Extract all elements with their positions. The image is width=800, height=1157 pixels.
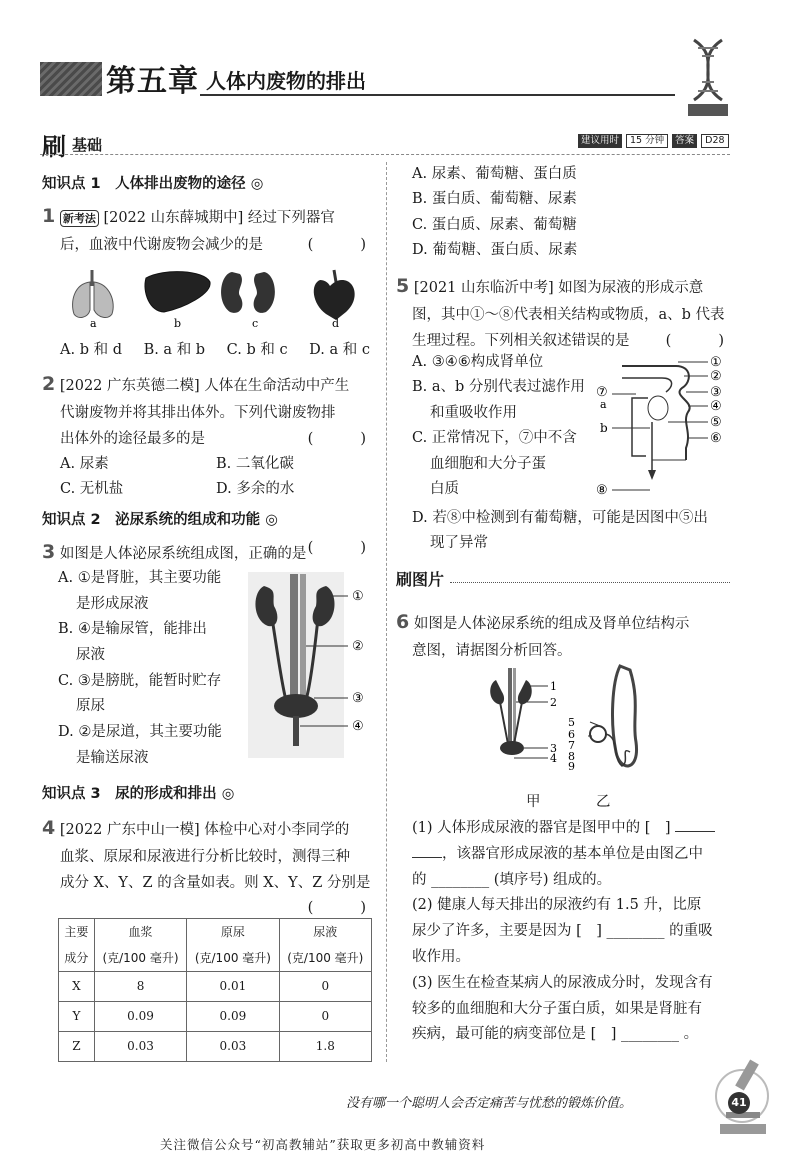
column-divider xyxy=(386,162,387,1062)
image-label: a xyxy=(90,317,97,330)
question-number: 6 xyxy=(396,611,410,633)
question-text: 生理过程。下列相关叙述错误的是 xyxy=(412,332,630,349)
table-header: 血浆 (克/100 毫升) xyxy=(94,919,186,972)
diagram-label: 6 xyxy=(568,728,575,741)
nephron-diagram xyxy=(592,352,732,500)
brush-figure-heading: 刷图片 xyxy=(396,566,730,594)
question-text: 如图是人体泌尿系统组成图，正确的是 xyxy=(59,546,307,562)
question-text: 如图是人体泌尿系统的组成及肾单位结构示 xyxy=(413,616,690,632)
dna-icon xyxy=(680,36,736,120)
image-label: b xyxy=(174,317,182,330)
new-exam-badge: 新考法 xyxy=(60,210,99,227)
footer-note: 关注微信公众号“初高教辅站”获取更多初高中教辅资料 xyxy=(160,1137,486,1152)
answer-label: 答案 xyxy=(672,134,697,148)
table-header-row xyxy=(59,919,372,972)
question-text: 血浆、原尿和尿液进行分析比较时，测得三种 xyxy=(60,849,350,866)
option-b[interactable]: B. 蛋白质、葡萄糖、尿素 xyxy=(412,191,577,208)
diagram-label: ③ xyxy=(710,385,722,400)
question-text: 后，血液中代谢废物会减少的是 xyxy=(60,237,263,254)
question-3 xyxy=(42,536,372,569)
option-d[interactable]: D. a 和 c xyxy=(309,342,370,358)
section-divider xyxy=(40,154,730,155)
question-6 xyxy=(396,606,730,665)
diagram-label: ⑦ xyxy=(596,385,608,400)
diagram-label: 8 xyxy=(568,750,575,763)
q4-options xyxy=(412,162,732,264)
diagram-label: 3 xyxy=(550,742,557,755)
chapter-title: 人体内废物的排出 xyxy=(206,69,366,93)
diagram-label: ⑧ xyxy=(596,483,608,498)
question-text: 出体外的途径最多的是 xyxy=(60,430,205,447)
time-label: 建议用时 xyxy=(578,134,622,148)
question-1 xyxy=(42,200,372,259)
q1-options xyxy=(60,338,370,363)
image-label: d xyxy=(332,317,340,330)
question-text: [2022 广东英德二模] 人体在生命活动中产生 xyxy=(59,378,350,394)
caption-left: 甲 xyxy=(526,794,541,810)
image-label: c xyxy=(252,317,259,330)
diagram-label: ① xyxy=(352,589,364,604)
urinary-system-diagram xyxy=(244,566,374,766)
time-value: 15 分钟 xyxy=(626,134,668,148)
question-text: 图，其中①～⑧代表相关结构或物质，a、b 代表 xyxy=(412,307,725,324)
option-a[interactable]: A. ①是肾脏，其主要功能 是形成尿液 xyxy=(58,570,222,612)
time-suggestion xyxy=(578,134,729,148)
option-d[interactable]: D. 若⑧中检测到有葡萄糖，可能是因图中⑤出 现了异常 xyxy=(412,510,708,552)
table-row: Z 0.03 0.03 1.8 xyxy=(59,1032,372,1062)
urinary-nephron-diagram xyxy=(480,662,670,780)
diagram-label: ③ xyxy=(352,691,364,706)
question-number: 1 xyxy=(42,205,56,227)
page-number: 41 xyxy=(728,1092,750,1114)
option-a[interactable]: A. 尿素、葡萄糖、蛋白质 xyxy=(412,166,577,182)
knowledge-point-3: 知识点 3 尿的形成和排出 ◎ xyxy=(42,786,235,802)
option-c[interactable]: C. 蛋白质、尿素、葡萄糖 xyxy=(412,216,577,233)
table-header: 原尿 (克/100 毫升) xyxy=(187,919,279,972)
target-icon: ◎ xyxy=(221,786,235,802)
knowledge-point-2: 知识点 2 泌尿系统的组成和功能 ◎ xyxy=(42,512,278,528)
answer-paren: ( ) xyxy=(307,540,372,556)
option-c[interactable]: C. 正常情况下，⑦中不含 血细胞和大分子蛋 白质 xyxy=(412,430,577,497)
question-text: [2021 山东临沂中考] 如图为尿液的形成示意 xyxy=(413,280,704,296)
question-text: [2022 山东薛城期中] 经过下列器官 xyxy=(103,210,335,226)
table-row: X 8 0.01 0 xyxy=(59,972,372,1002)
q3-options xyxy=(58,566,243,771)
option-d[interactable]: D. 葡萄糖、蛋白质、尿素 xyxy=(412,242,578,259)
table-header: 尿液 (克/100 毫升) xyxy=(279,919,371,972)
question-4 xyxy=(42,812,372,921)
diagram-label: ⑥ xyxy=(710,431,722,446)
header-rule xyxy=(200,94,675,96)
question-5 xyxy=(396,270,730,354)
diagram-label: 5 xyxy=(568,716,575,729)
diagram-label: a xyxy=(600,398,607,411)
question-text: [2022 广东中山一模] 体检中心对小李同学的 xyxy=(59,822,350,838)
question-text: 意图，请据图分析回答。 xyxy=(412,643,572,660)
target-icon: ◎ xyxy=(265,512,278,528)
answer-paren: ( ) xyxy=(665,332,730,349)
diagram-label: ⑤ xyxy=(710,415,722,430)
data-table xyxy=(58,918,372,1062)
diagram-label: ① xyxy=(710,355,722,370)
diagram-label: 1 xyxy=(550,680,557,693)
answer-value: D28 xyxy=(701,134,728,148)
diagram-label: ④ xyxy=(710,399,722,414)
question-text: 成分 X、Y、Z 的含量如表。则 X、Y、Z 分别是 xyxy=(60,874,371,891)
question-text: 代谢废物并将其排出体外。下列代谢废物排 xyxy=(60,405,336,422)
caption-right: 乙 xyxy=(596,794,611,810)
diagram-label: ② xyxy=(352,639,364,654)
diagram-label: 7 xyxy=(568,739,575,752)
diagram-label: 4 xyxy=(550,752,557,765)
answer-blank[interactable] xyxy=(675,831,715,832)
answer-paren: ( ) xyxy=(307,237,372,254)
chapter-number: 第五章 xyxy=(106,64,199,99)
section-brush-icon: 刷 xyxy=(42,133,66,161)
option-c[interactable]: C. ③是膀胱，能暂时贮存 原尿 xyxy=(58,672,222,715)
option-d[interactable]: D. 多余的水 xyxy=(216,481,295,498)
lungs-image xyxy=(73,270,114,317)
target-icon: ◎ xyxy=(250,176,264,192)
option-d[interactable]: D. ②是尿道，其主要功能 是输送尿液 xyxy=(58,723,222,766)
option-c[interactable]: C. b 和 c xyxy=(226,342,288,358)
answer-paren: ( ) xyxy=(307,900,372,916)
footer-quote: 没有哪一个聪明人会否定痛苦与忧愁的锻炼价值。 xyxy=(346,1096,633,1111)
answer-paren: ( ) xyxy=(307,430,372,447)
diagram-label: ② xyxy=(710,369,722,384)
table-row: Y 0.09 0.09 0 xyxy=(59,1002,372,1032)
question-number: 5 xyxy=(396,275,410,297)
diagram-label: ④ xyxy=(352,719,364,734)
question-number: 4 xyxy=(42,817,56,839)
diagram-label: b xyxy=(600,421,608,435)
answer-blank[interactable] xyxy=(412,857,442,858)
q5-options-ac xyxy=(412,350,598,502)
option-b[interactable]: B. ④是输尿管，能排出 尿液 xyxy=(58,621,207,663)
diagram-label: 9 xyxy=(568,760,575,773)
section-label: 基础 xyxy=(72,136,103,154)
knowledge-point-1: 知识点 1 人体排出废物的途径 ◎ xyxy=(42,176,264,192)
question-2 xyxy=(42,368,372,503)
q6-subquestions: (1) 人体形成尿液的器官是图甲中的 [ ] ，该器官形成尿液的基本单位是由图乙中 的 ________ (填序号) 组成的。 (2) 健康人每天排出的尿液约有 1.5 升，比原 尿少了许多，主要是因为 [ ] ________ 的重吸 收作用。 (3) 医生在检查某病人的尿液成分时，发现含有 较多的血细胞和大分子蛋白质，如果是肾脏有 疾病，最可能的病变部位是 [ ] ________ 。 xyxy=(412,816,732,1048)
option-a[interactable]: A. b 和 d xyxy=(60,342,122,358)
question-number: 3 xyxy=(42,541,56,563)
option-b[interactable]: B. a、b 分别代表过滤作用 和重吸收作用 xyxy=(412,379,585,421)
option-b[interactable]: B. a 和 b xyxy=(143,342,206,358)
table-header: 主要 成分 xyxy=(59,919,95,972)
organ-images xyxy=(64,262,374,332)
option-c[interactable]: C. 无机盐 xyxy=(60,481,124,498)
option-a[interactable]: A. ③④⑥构成肾单位 xyxy=(412,354,544,370)
option-b[interactable]: B. 二氧化碳 xyxy=(216,456,294,472)
question-number: 2 xyxy=(42,373,56,395)
option-a[interactable]: A. 尿素 xyxy=(60,456,109,472)
diagram-label: 2 xyxy=(550,696,557,709)
chapter-banner-decoration xyxy=(40,62,102,96)
